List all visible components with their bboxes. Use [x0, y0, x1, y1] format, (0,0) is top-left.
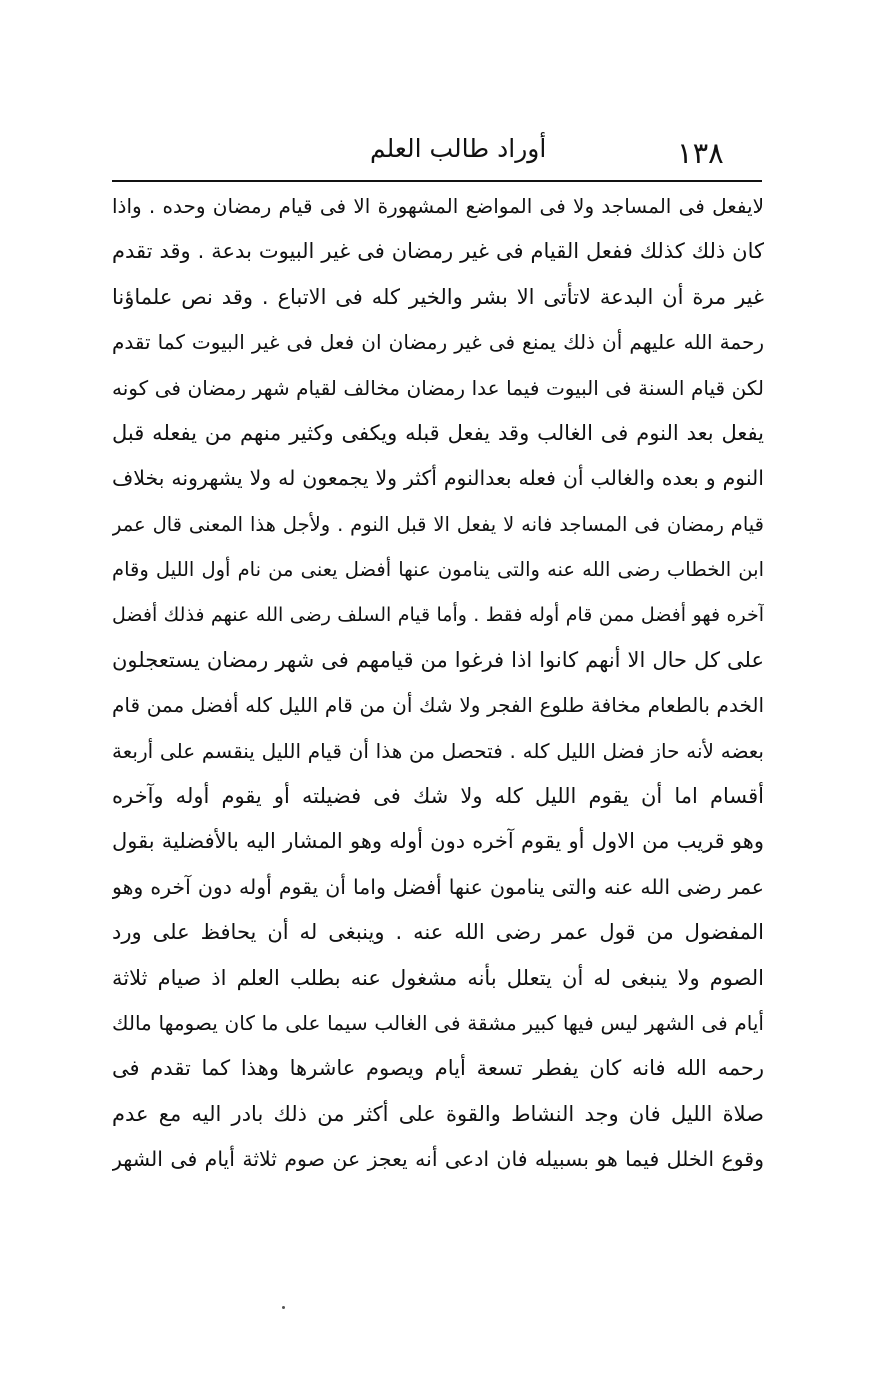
text-line: صلاة الليل فان وجد النشاط والقوة على أكثر من ذلك بادر اليه مع عدم — [112, 1101, 764, 1126]
text-line: لكن قيام السنة فى البيوت فيما عدا رمضان مخالف لقيام شهر رمضان فى كونه — [112, 375, 764, 400]
running-title: أوراد طالب العلم — [370, 134, 547, 163]
text-line: كان ذلك كذلك ففعل القيام فى غير رمضان فى غير البيوت بدعة . وقد تقدم — [112, 239, 764, 264]
text-line: على كل حال الا أنهم كانوا اذا فرغوا من قيامهم فى شهر رمضان يستعجلون — [112, 647, 764, 672]
page-header — [112, 128, 762, 178]
text-line: أيام فى الشهر ليس فيها كبير مشقة فى الغالب سيما على ما كان يصومها مالك — [112, 1011, 764, 1036]
text-line: يفعل بعد النوم فى الغالب وقد يفعل قبله ويكفى وكثير منهم من يفعله قبل — [112, 420, 764, 445]
header-rule — [112, 180, 762, 182]
text-line: الصوم ولا ينبغى له أن يتعلل بأنه مشغول عنه بطلب العلم اذ صيام ثلاثة — [112, 965, 764, 990]
scan-speck — [282, 1306, 285, 1309]
page-number: ١٣٨ — [677, 136, 724, 170]
text-line: المفضول من قول عمر رضى الله عنه . وينبغى له أن يحافظ على ورد — [112, 920, 764, 945]
text-line: النوم و بعده والغالب أن فعله بعدالنوم أكثر ولا يجمعون له ولا يشهرونه بخلاف — [112, 466, 764, 491]
text-line: آخره فهو أفضل ممن قام أوله فقط . وأما قيام السلف رضى الله عنهم فذلك أفضل — [112, 603, 764, 626]
text-line: أقسام اما أن يقوم الليل كله ولا شك فى فضيلته أو يقوم أوله وآخره — [112, 784, 764, 809]
text-line: بعضه لأنه حاز فضل الليل كله . فتحصل من هذا أن قيام الليل ينقسم على أربعة — [112, 738, 764, 763]
text-line: وهو قريب من الاول أو يقوم آخره دون أوله وهو المشار اليه بالأفضلية بقول — [112, 829, 764, 854]
text-line: غير مرة أن البدعة لاتأتى الا بشر والخير كله فى الاتباع . وقد نص علماؤنا — [112, 284, 764, 309]
text-line: عمر رضى الله عنه والتى ينامون عنها أفضل واما أن يقوم أوله دون آخره وهو — [112, 874, 764, 899]
text-line: رحمه الله فانه كان يفطر تسعة أيام ويصوم عاشرها وهذا كما تقدم فى — [112, 1056, 764, 1081]
text-line: قيام رمضان فى المساجد فانه لا يفعل الا قبل النوم . ولأجل هذا المعنى قال عمر — [112, 512, 764, 536]
text-line: ابن الخطاب رضى الله عنه والتى ينامون عنها أفضل يعنى من نام أول الليل وقام — [112, 558, 764, 582]
body-text — [112, 184, 764, 1284]
text-line: رحمة الله عليهم أن ذلك يمنع فى غير رمضان ان فعل فى غير البيوت كما تقدم — [112, 330, 764, 355]
text-line: الخدم بالطعام مخافة طلوع الفجر ولا شك أن من قام الليل كله أفضل ممن قام — [112, 693, 764, 718]
text-line: لايفعل فى المساجد ولا فى المواضع المشهورة الا فى قيام رمضان وحده . واذا — [112, 194, 764, 218]
text-line: وقوع الخلل فيما هو بسبيله فان ادعى أنه يعجز عن صوم ثلاثة أيام فى الشهر — [112, 1147, 764, 1172]
